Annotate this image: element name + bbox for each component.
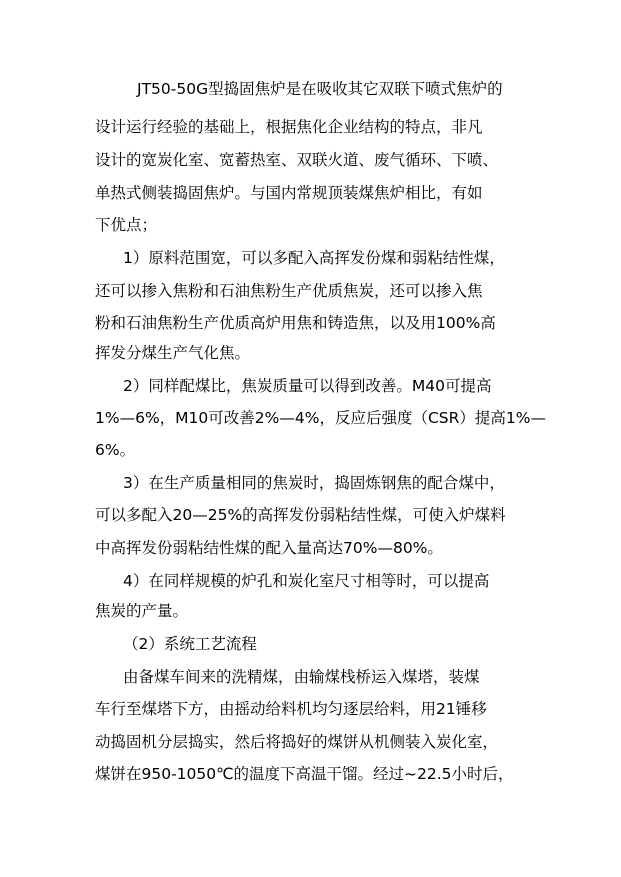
text-line: 单热式侧装捣固焦炉。与国内常规顶装煤焦炉相比，有如 bbox=[95, 184, 483, 202]
text-line: JT50-50G型捣固焦炉是在吸收其它双联下喷式焦炉的 bbox=[137, 80, 503, 98]
text-line: 动捣固机分层捣实，然后将捣好的煤饼从机侧装入炭化室， bbox=[95, 733, 499, 751]
text-line: 粉和石油焦粉生产优质高炉用焦和铸造焦，以及用100%高 bbox=[95, 314, 496, 332]
text-line: 焦炭的产量。 bbox=[95, 602, 189, 620]
text-line: 1）原料范围宽，可以多配入高挥发份煤和弱粘结性煤， bbox=[123, 249, 505, 267]
text-line: 车行至煤塔下方，由摇动给料机均匀逐层给料，用21锤移 bbox=[95, 700, 487, 718]
text-line: 4）在同样规模的炉孔和炭化室尺寸相等时，可以提高 bbox=[123, 572, 490, 590]
text-line: 6%。 bbox=[95, 441, 136, 459]
text-line: 3）在生产质量相同的焦炭时，捣固炼钢焦的配合煤中， bbox=[123, 474, 505, 492]
section-heading: （2）系统工艺流程 bbox=[123, 635, 257, 653]
text-line: 还可以掺入焦粉和石油焦粉生产优质焦炭，还可以掺入焦 bbox=[95, 282, 483, 300]
text-line: 中高挥发份弱粘结性煤的配入量高达70%—80%。 bbox=[95, 539, 443, 557]
text-line: 1%—6%，M10可改善2%—4%，反应后强度（CSR）提高1%— bbox=[95, 409, 546, 427]
text-line: 2）同样配煤比，焦炭质量可以得到改善。M40可提高 bbox=[123, 377, 492, 395]
text-line: 煤饼在950-1050℃的温度下高温干馏。经过~22.5小时后， bbox=[95, 765, 514, 783]
text-line: 挥发分煤生产气化焦。 bbox=[95, 344, 251, 362]
text-line: 可以多配入20—25%的高挥发份弱粘结性煤，可使入炉煤料 bbox=[95, 506, 506, 524]
text-line: 设计运行经验的基础上，根据焦化企业结构的特点，非凡 bbox=[95, 118, 483, 136]
text-line: 下优点； bbox=[95, 216, 158, 234]
text-line: 设计的宽炭化室、宽蓄热室、双联火道、废气循环、下喷、 bbox=[95, 151, 499, 169]
text-line: 由备煤车间来的洗精煤，由输煤栈桥运入煤塔，装煤 bbox=[123, 668, 480, 686]
